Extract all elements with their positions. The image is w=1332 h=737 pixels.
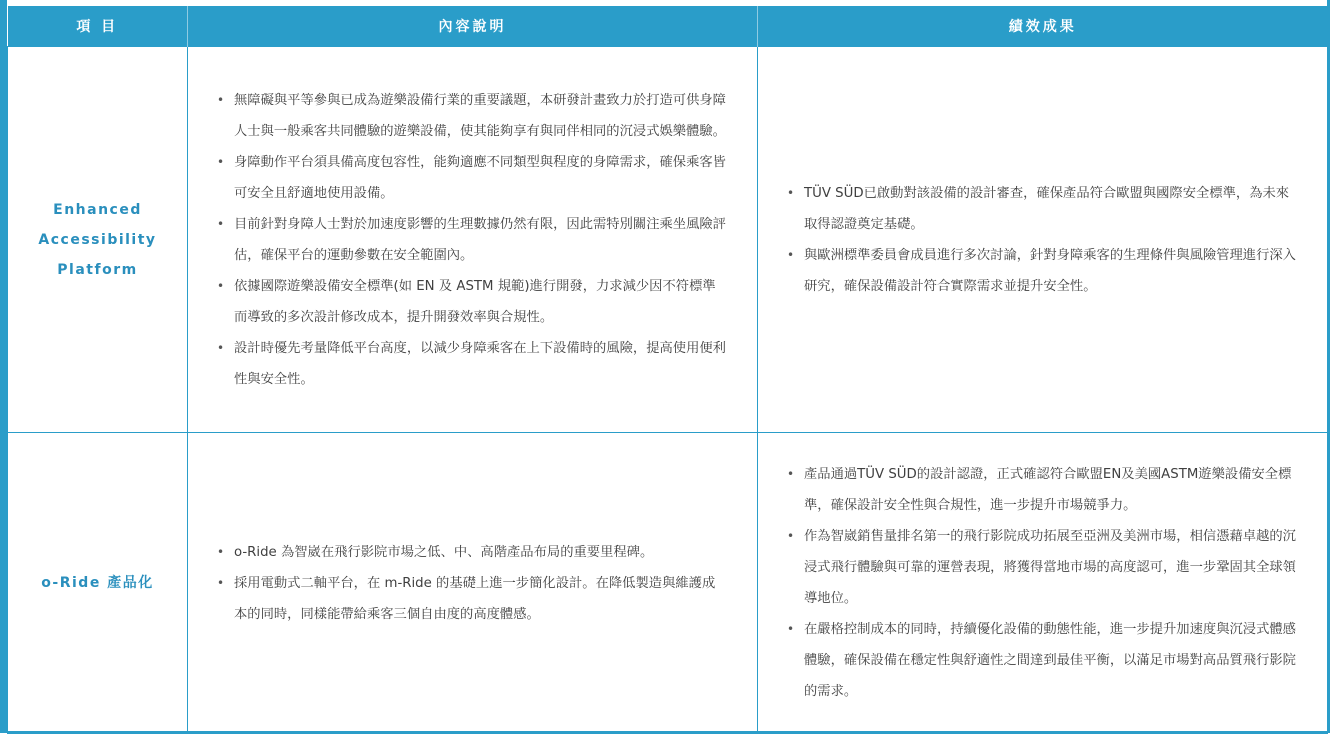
content-cell: [188, 47, 758, 433]
result-list: [759, 178, 1326, 302]
item-cell: [8, 433, 188, 734]
list-item: • 與歐洲標準委員會成員進行多次討論，針對身障乘客的生理條件與風險管理進行深入研究，確保設備設計符合實際需求並提升安全性。: [787, 240, 1296, 302]
performance-table: [7, 6, 1328, 734]
result-cell: [758, 47, 1328, 433]
list-item: • 依據國際遊樂設備安全標準(如 EN 及 ASTM 規範)進行開發，力求減少因不符標準而導致的多次設計修改成本，提升開發效率與合規性。: [217, 271, 726, 333]
item-name-line: Enhanced: [53, 201, 142, 218]
list-item: • 產品通過TÜV SÜD的設計認證，正式確認符合歐盟EN及美國ASTM遊樂設備安全標準，確保設計安全性與合規性，進一步提升市場競爭力。: [787, 459, 1296, 521]
list-item: • 身障動作平台須具備高度包容性，能夠適應不同類型與程度的身障需求，確保乘客皆可安全且舒適地使用設備。: [217, 147, 726, 209]
table-header-row: [8, 6, 1328, 47]
content-list: [189, 85, 756, 395]
list-item: • 無障礙與平等參與已成為遊樂設備行業的重要議題，本研發計畫致力於打造可供身障人士與一般乘客共同體驗的遊樂設備，使其能夠享有與同伴相同的沉浸式娛樂體驗。: [217, 85, 726, 147]
result-list: [759, 459, 1326, 707]
list-item: • 設計時優先考量降低平台高度，以減少身障乘客在上下設備時的風險，提高使用便利性與安全性。: [217, 333, 726, 395]
list-item: • 目前針對身障人士對於加速度影響的生理數據仍然有限，因此需特別關注乘坐風險評估，確保平台的運動參數在安全範圍內。: [217, 209, 726, 271]
content-cell: [188, 433, 758, 734]
list-item: • 作為智崴銷售量排名第一的飛行影院成功拓展至亞洲及美洲市場，相信憑藉卓越的沉浸式飛行體驗與可靠的運營表現，將獲得當地市場的高度認可，進一步鞏固其全球領導地位。: [787, 521, 1296, 614]
header-result: 績效成果: [758, 6, 1328, 47]
result-cell: [758, 433, 1328, 734]
item-name-line: Accessibility: [38, 231, 157, 248]
list-item: • 在嚴格控制成本的同時，持續優化設備的動態性能，進一步提升加速度與沉浸式體感體驗，確保設備在穩定性與舒適性之間達到最佳平衡，以滿足市場對高品質飛行影院的需求。: [787, 614, 1296, 707]
list-item: • o-Ride 為智崴在飛行影院市場之低、中、高階產品布局的重要里程碑。: [217, 537, 726, 568]
table-row: [8, 47, 1328, 433]
header-item: 項 目: [8, 6, 188, 47]
item-name-line: o-Ride 產品化: [41, 575, 154, 591]
item-name-line: Platform: [57, 261, 138, 278]
list-item: • 採用電動式二軸平台，在 m-Ride 的基礎上進一步簡化設計。在降低製造與維護成本的同時，同樣能帶給乘客三個自由度的高度體感。: [217, 568, 726, 630]
item-cell: [8, 47, 188, 433]
table-row: [8, 433, 1328, 734]
list-item: • TÜV SÜD已啟動對該設備的設計審查，確保產品符合歐盟與國際安全標準，為未來取得認證奠定基礎。: [787, 178, 1296, 240]
header-content: 內容說明: [188, 6, 758, 47]
content-list: [189, 537, 756, 630]
